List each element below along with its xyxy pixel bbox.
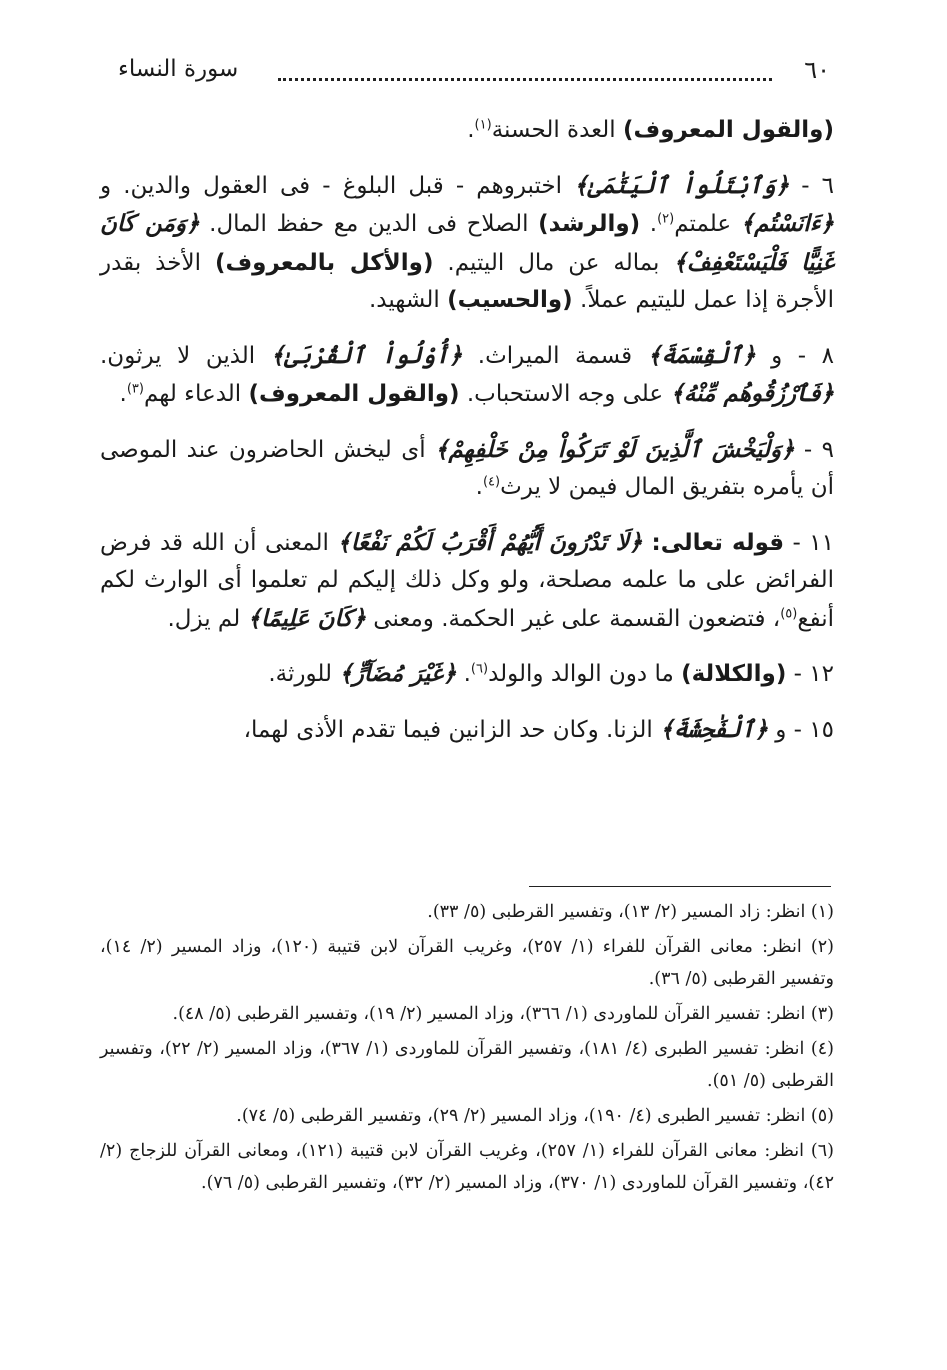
footnote-ref: (٤) [482, 474, 501, 490]
text: قسمة الميراث. [462, 342, 648, 369]
paragraph-verse-9 [100, 431, 834, 507]
quran-quote: ﴿وَمَن كَانَ غَنِيًّا فَلْيَسْتَعْفِفْ﴾ [100, 210, 834, 276]
text: الدعاء لهم [143, 381, 249, 407]
paragraph-verse-8 [100, 337, 834, 414]
text: علمتم [674, 211, 741, 237]
text: للورثة. [268, 661, 340, 687]
text: . [475, 474, 483, 500]
term: (والرشد) [538, 211, 641, 237]
paragraph-intro [100, 112, 834, 150]
text: المعنى أن الله قد فرض الفرائض على ما علمه مصلحة، ولو وكل ذلك إليكم لم تعلموا أى الوارث لكم أنفع [100, 529, 834, 632]
text: ما دون الوالد والولد [488, 661, 682, 687]
text: الصلاح فى الدين مع حفظ المال. [199, 211, 539, 237]
text: العدة الحسنة [491, 117, 623, 143]
verse-number: ٦ - [789, 172, 834, 199]
quran-quote: ﴿وَلْيَخْشَ ٱلَّذِينَ لَوْ تَرَكُواْ مِنْ خَلْفِهِمْ﴾ [435, 435, 795, 463]
footnote: (١) انظر: زاد المسير (٢/ ١٣)، وتفسير القرطبى (٥/ ٣٣). [427, 902, 834, 922]
text: الأخذ بقدر الأجرة إذا عمل لليتيم عملاً. [100, 249, 834, 313]
quran-quote: ﴿وَٱبْتَلُواْ ٱلْيَتَٰمَىٰ﴾ [574, 171, 790, 199]
term: (والكلالة) [681, 661, 787, 687]
paragraph-verse-15 [100, 711, 834, 750]
header-dotted-leader [278, 78, 772, 81]
quran-quote: ﴿كَانَ عَلِيمًا﴾ [247, 604, 366, 632]
quran-quote: ﴿لَا تَدْرُونَ أَيُّهُمْ أَقْرَبُ لَكُمْ نَفْعًا﴾ [337, 528, 643, 556]
footnote: (٤) انظر: تفسير الطبرى (٤/ ١٨١)، وتفسير القرآن للماوردى (١/ ٣٦٧)، وزاد المسير (٢/ ٢٢)، وتفسير القرطبى (٥/ ٥١). [100, 1039, 834, 1091]
text: أى ليخش الحاضرون عند الموصى أن يأمره بتفريق المال فيمن لا يرث [100, 436, 834, 500]
footnote: (٢) انظر: معانى القرآن للفراء (١/ ٢٥٧)، وغريب القرآن لابن قتيبة (١٢٠)، وزاد المسير (٢/ ١٤)، وتفسير القرطبى (٥/ ٣٦). [100, 937, 834, 989]
verse-number: ٩ - [794, 436, 834, 463]
term: (والقول المعروف) [622, 117, 834, 143]
quran-quote: ﴿غَيْرَ مُضَآرٍّ﴾ [339, 660, 457, 687]
term: (والأكل بالمعروف) [214, 249, 434, 276]
footnote: (٦) انظر: معانى القرآن للفراء (١/ ٢٥٧)، وغريب القرآن لابن قتيبة (١٢١)، ومعانى القرآن للزجاج (٢/ ٤٢)، وتفسير القرآن للماوردى (١/ ٣٧٠)، وزاد المسير (٢/ ٣٢)، وتفسير القرطبى (٥/ ٧٦). [100, 1141, 834, 1193]
footnote-separator [529, 886, 831, 887]
verse-number: ١٢ - [786, 661, 834, 687]
verse-number: ٨ - و [755, 342, 834, 369]
footnote: (٣) انظر: تفسير القرآن للماوردى (١/ ٣٦٦)، وزاد المسير (٢/ ١٩)، وتفسير القرطبى (٥/ ٤٨). [172, 1004, 834, 1024]
paragraph-verse-11 [100, 524, 834, 639]
verse-number: ١٥ - و [767, 716, 834, 743]
surah-title: سورة النساء [118, 56, 239, 82]
term: قوله تعالى: [642, 529, 785, 556]
text: ، فتضعون القسمة على غير الحكمة. ومعنى [365, 605, 781, 632]
quran-quote: ﴿فَٱرْزُقُوهُم مِّنْهُ﴾ [670, 380, 834, 407]
footnote: (٥) انظر: تفسير الطبرى (٤/ ١٩٠)، وزاد المسير (٢/ ٢٩)، وتفسير القرطبى (٥/ ٧٤). [236, 1106, 834, 1126]
text: اختبروهم - قبل البلوغ - فى العقول والدين. و [100, 172, 575, 199]
footnote-ref: (٣) [126, 381, 144, 397]
text: . [456, 661, 471, 687]
footnote-ref: (٥) [780, 605, 798, 621]
page-number: ٦٠ [804, 56, 830, 84]
verse-number: ١١ - [784, 529, 835, 556]
text: الزنا. وكان حد الزانين فيما تقدم الأذى لهما، [243, 716, 661, 743]
page-header [118, 52, 830, 92]
footnote-ref: (٢) [657, 211, 675, 227]
text: . [640, 211, 658, 237]
footnote-ref: (١) [474, 117, 492, 133]
footnotes [100, 896, 834, 1202]
main-text [100, 112, 834, 766]
quran-quote: ﴿ٱلْقِسْمَةَ﴾ [647, 341, 756, 369]
text: لم يزل. [167, 605, 248, 632]
paragraph-verse-6 [100, 167, 834, 320]
text: الشهيد. [368, 287, 448, 313]
text: . [119, 381, 127, 407]
quran-quote: ﴿ءَانَسْتُم﴾ [740, 210, 834, 237]
text: بماله عن مال اليتيم. [433, 249, 674, 276]
text: . [467, 117, 475, 143]
text: على وجه الاستحباب. [459, 381, 671, 407]
text: الذين لا يرثون. [100, 342, 271, 369]
footnote-ref: (٦) [470, 661, 489, 677]
quran-quote: ﴿ٱلْفَٰحِشَةَ﴾ [660, 715, 768, 743]
quran-quote: ﴿أُوْلُواْ ٱلْقُرْبَىٰ﴾ [270, 341, 463, 369]
term: (والحسيب) [447, 287, 573, 313]
paragraph-verse-12 [100, 655, 834, 694]
term: (والقول المعروف) [248, 381, 460, 407]
